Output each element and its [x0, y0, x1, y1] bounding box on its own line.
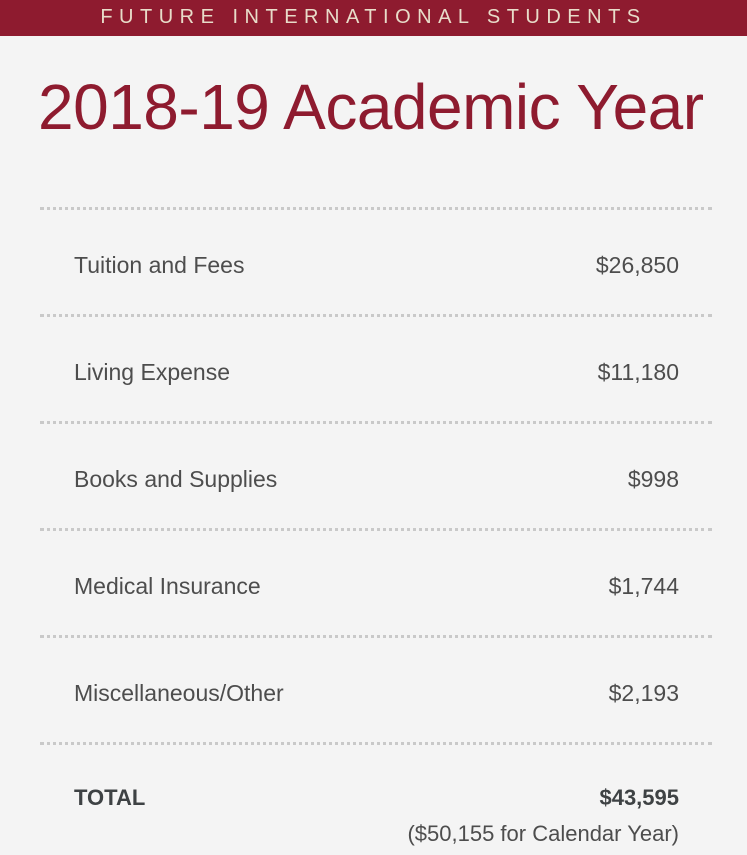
cost-label: Medical Insurance — [74, 573, 261, 599]
cost-row-books — [40, 424, 712, 528]
cost-amount: $1,744 — [608, 573, 679, 599]
cost-row-misc — [40, 638, 712, 742]
cost-amount: $2,193 — [608, 680, 679, 706]
cost-label: Books and Supplies — [74, 466, 278, 492]
cost-amount: $26,850 — [595, 252, 679, 278]
cost-table — [40, 207, 712, 855]
total-label: TOTAL — [74, 785, 146, 810]
calendar-year-note: ($50,155 for Calendar Year) — [407, 821, 679, 846]
total-amount: $43,595 — [599, 785, 679, 810]
cost-label: Tuition and Fees — [74, 252, 245, 278]
cost-label: Miscellaneous/Other — [74, 680, 284, 706]
cost-row-living — [40, 317, 712, 421]
top-banner — [0, 0, 747, 36]
total-row — [40, 745, 712, 855]
cost-row-tuition — [40, 210, 712, 314]
cost-amount: $11,180 — [597, 359, 679, 385]
page-title: 2018-19 Academic Year — [38, 71, 704, 143]
cost-label: Living Expense — [74, 359, 230, 385]
banner-text: FUTURE INTERNATIONAL STUDENTS — [100, 6, 647, 28]
cost-amount: $998 — [627, 466, 679, 492]
cost-row-medical — [40, 531, 712, 635]
